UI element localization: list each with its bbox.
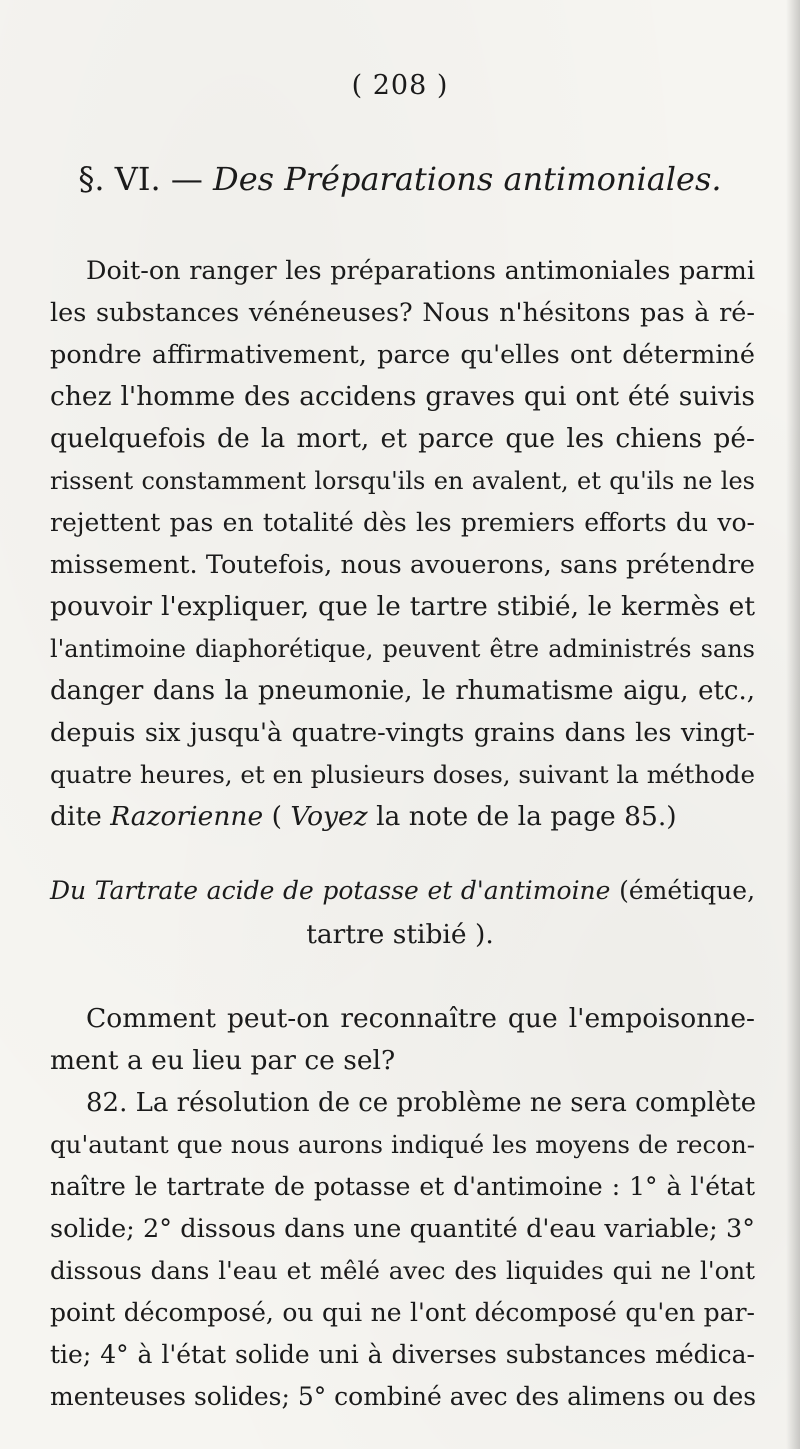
text-line: point décomposé, ou qui ne l'ont décomposé qu'en par-: [50, 1298, 755, 1327]
text-line: quatre heures, et en plusieurs doses, suivant la méthode: [50, 760, 755, 789]
text-line: chez l'homme des accidens graves qui ont été suivis: [50, 381, 755, 412]
text-line: quelquefois de la mort, et parce que les chiens pé-: [50, 423, 755, 454]
subheading-italic: Du Tartrate acide de potasse et d'antimoine: [50, 876, 611, 905]
text-fragment: (: [271, 801, 282, 832]
subheading-line2: tartre stibié ).: [306, 919, 494, 950]
text-line: ment a eu lieu par ce sel?: [50, 1045, 396, 1076]
text-line: danger dans la pneumonie, le rhumatisme aigu, etc.,: [50, 676, 755, 706]
section-prefix: §. VI. —: [78, 160, 203, 198]
page-edge-shadow: [786, 0, 800, 1449]
text-line: l'antimoine diaphorétique, peuvent être administrés sans: [50, 635, 755, 663]
text-line: solide; 2° dissous dans une quantité d'eau variable; 3°: [50, 1214, 755, 1244]
text-line: Comment peut-on reconnaître que l'empoisonne-: [86, 1003, 755, 1034]
text-line: 82. La résolution de ce problème ne sera complète: [86, 1088, 757, 1118]
text-line: qu'autant que nous aurons indiqué les moyens de recon-: [50, 1130, 755, 1159]
text-line: pondre affirmativement, parce qu'elles ont déterminé: [50, 340, 755, 370]
text-line: rissent constamment lorsqu'ils en avalent, et qu'ils ne les: [50, 467, 755, 495]
text-line: tie; 4° à l'état solide uni à diverses substances médica-: [50, 1340, 755, 1369]
text-line: menteuses solides; 5° combiné avec des alimens ou des: [50, 1382, 757, 1411]
text-line: naître le tartrate de potasse et d'antimoine : 1° à l'état: [50, 1172, 755, 1201]
text-line-last: [50, 796, 755, 838]
text-line: rejettent pas en totalité dès les premiers efforts du vo-: [50, 508, 755, 537]
section-title-text: Des Préparations antimoniales.: [213, 160, 722, 198]
text-line: missement. Toutefois, nous avouerons, sans prétendre: [50, 550, 755, 580]
text-fragment: la note de la page 85.): [376, 801, 677, 832]
italic-term: Razorienne: [110, 801, 264, 832]
subheading: [50, 870, 755, 912]
italic-term: Voyez: [290, 801, 368, 832]
text-line: dissous dans l'eau et mêlé avec des liquides qui ne l'ont: [50, 1256, 755, 1285]
subheading-roman: (émétique,: [619, 876, 756, 905]
text-line: depuis six jusqu'à quatre-vingts grains dans les vingt-: [50, 718, 755, 748]
page-number: ( 208 ): [351, 70, 449, 101]
text-line: Doit-on ranger les préparations antimoniales parmi: [86, 256, 755, 286]
text-line: les substances vénéneuses? Nous n'hésitons pas à ré-: [50, 298, 755, 328]
text-fragment: dite: [50, 801, 102, 832]
section-title: [0, 160, 800, 198]
text-line: pouvoir l'expliquer, que le tartre stibié, le kermès et: [50, 591, 755, 622]
